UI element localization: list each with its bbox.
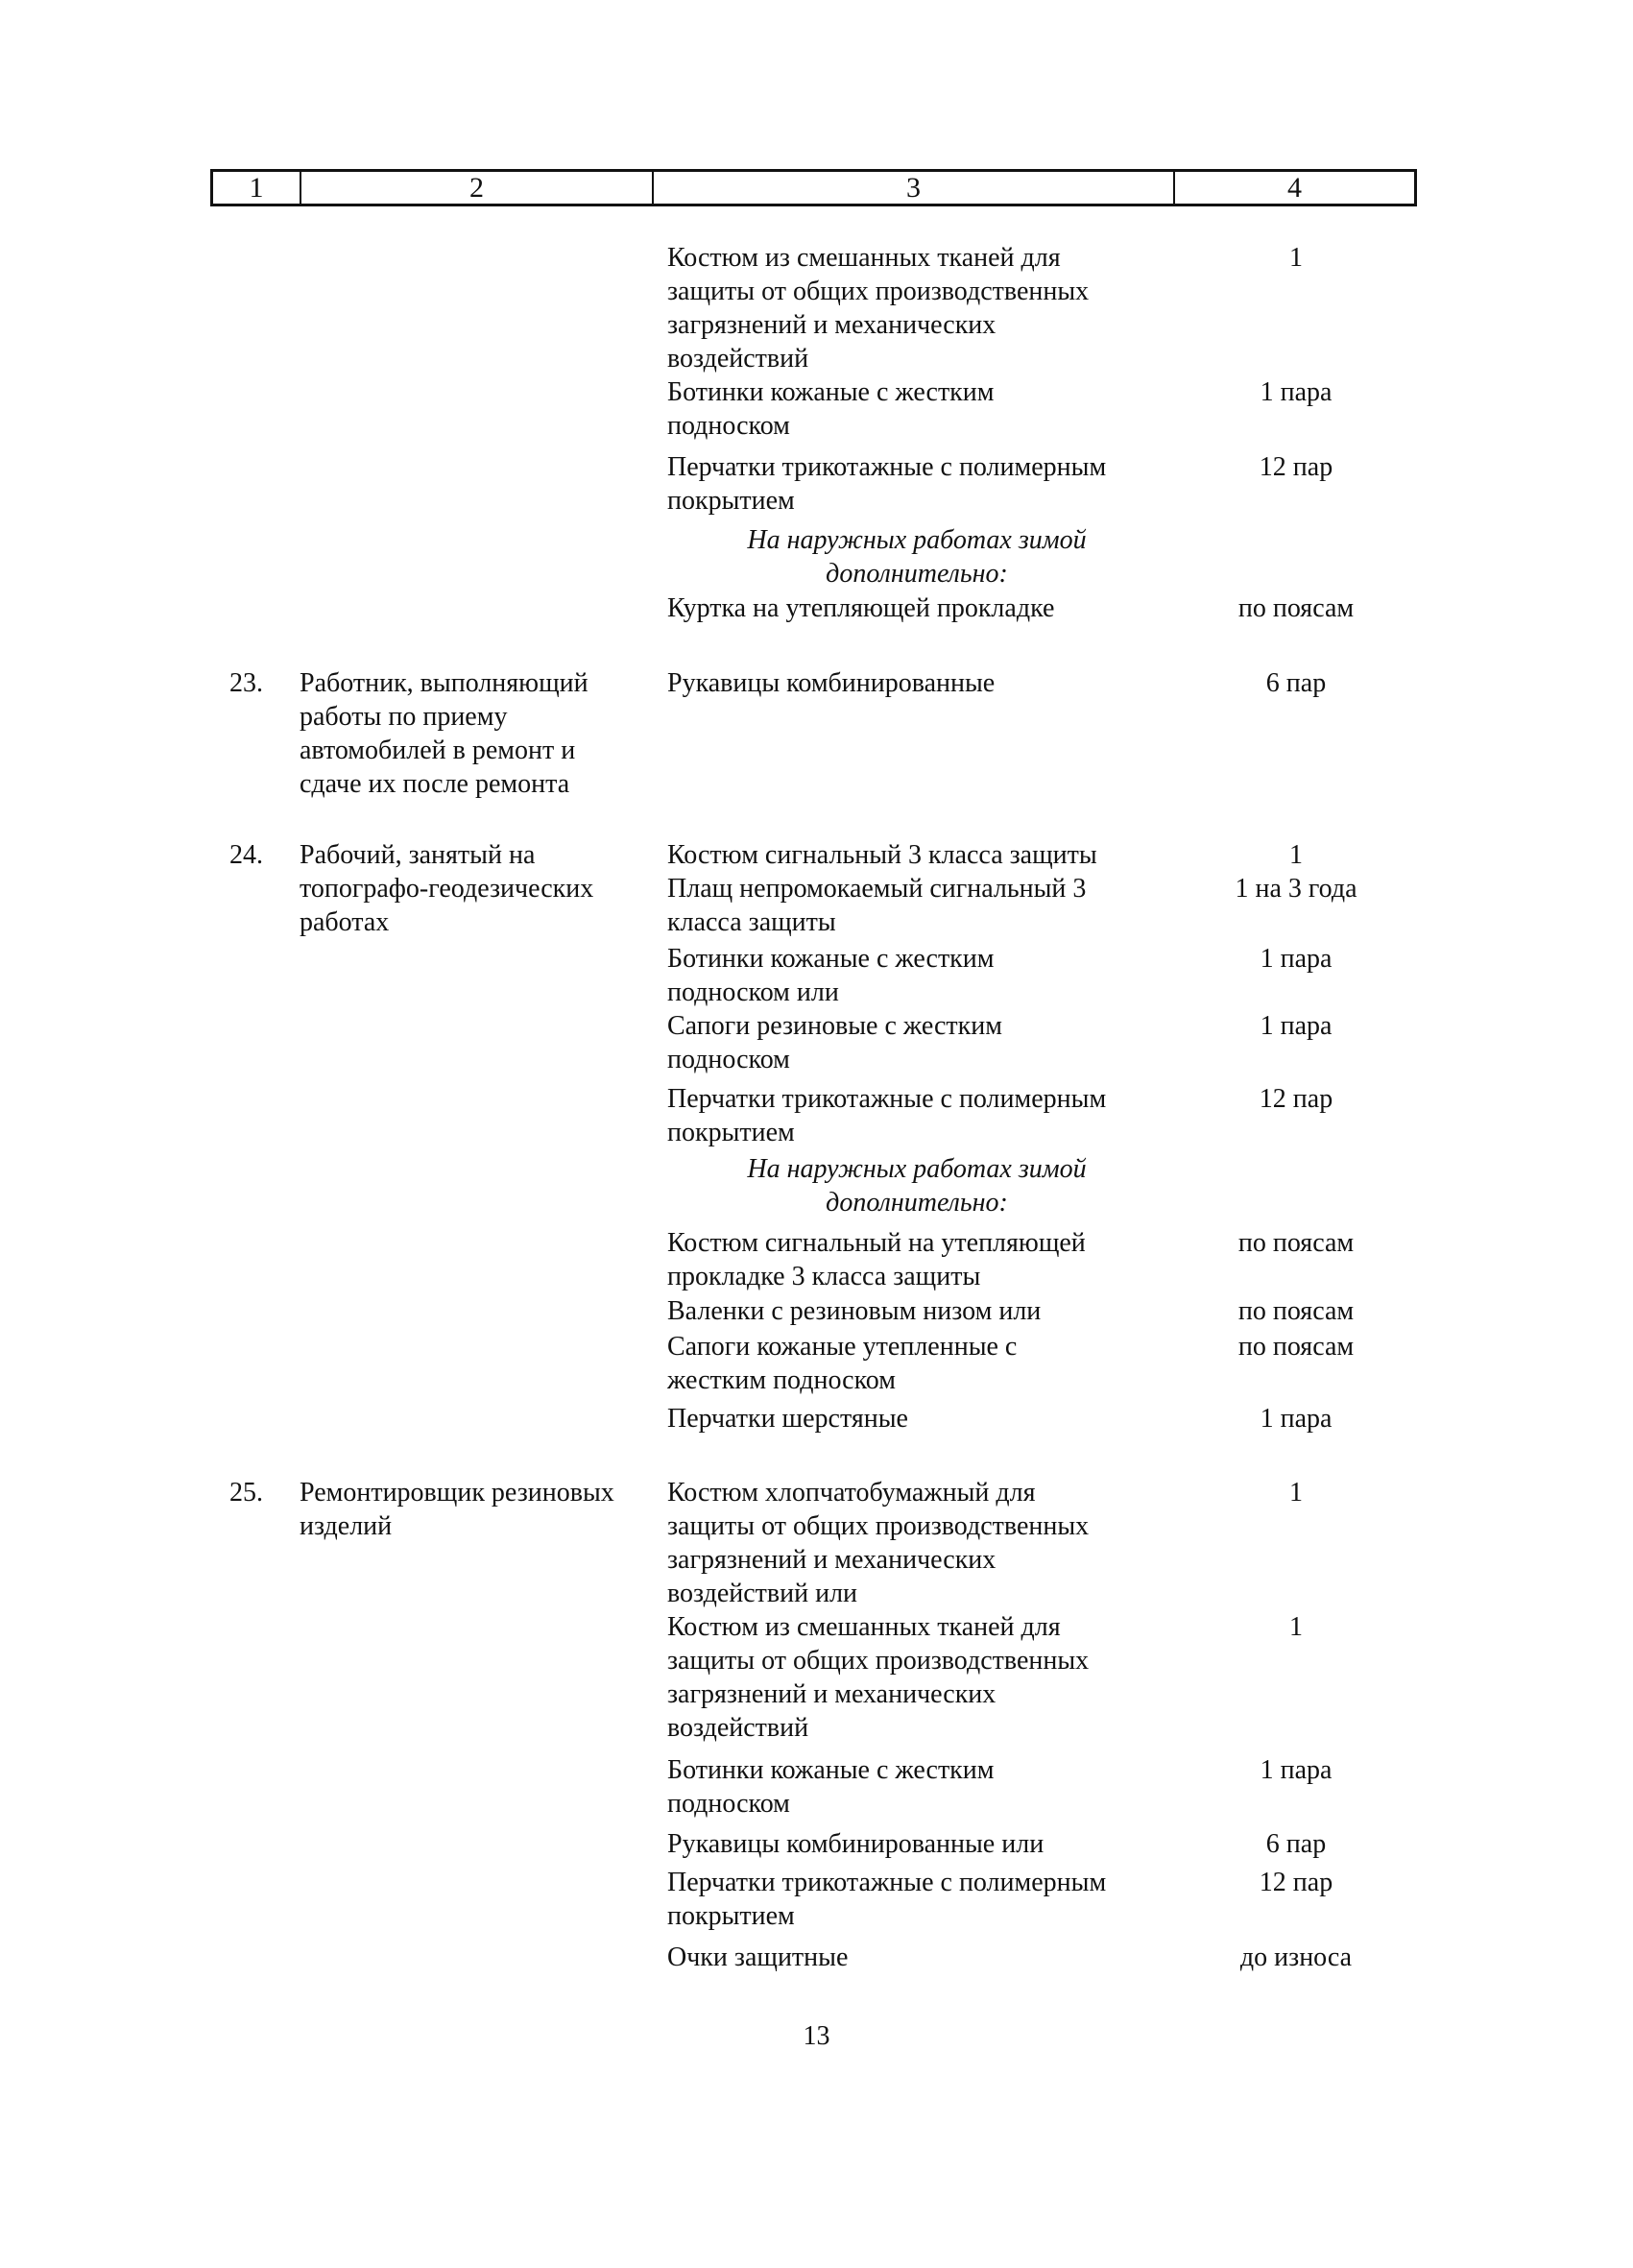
item-line: Костюм из смешанных тканей для [667,1612,1061,1642]
issue-norm: 1 [1289,243,1303,273]
item-line: Ботинки кожаные с жестким [667,944,995,974]
issue-norm: по поясам [1237,593,1355,623]
item-line: воздействий или [667,1579,858,1608]
item-line: Перчатки трикотажные с полимерным [667,1084,1107,1114]
issue-norm: по поясам [1237,1332,1355,1362]
item-line: Сапоги кожаные утепленные с [667,1332,1018,1362]
job-title-line: Работник, выполняющий [300,668,588,698]
issue-norm: по поясам [1237,1296,1355,1326]
item-line: загрязнений и механических [667,1679,997,1709]
item-line: Сапоги резиновые с жестким [667,1011,1002,1041]
item-line: подноском [667,411,790,441]
item-line: загрязнений и механических [667,1545,997,1575]
item-line: жестким подноском [667,1365,896,1395]
job-title-line: топографо-геодезических [300,874,594,904]
issue-norm: 1 пара [1260,1404,1333,1434]
row-number: 24. [229,840,263,870]
item-line: Перчатки трикотажные с полимерным [667,452,1107,482]
issue-norm: 1 [1289,1612,1303,1642]
issue-norm: 6 пар [1265,1829,1327,1859]
column-number-header [210,169,1417,206]
issue-norm: по поясам [1237,1228,1355,1258]
header-col-4: 4 [1287,172,1302,204]
page-number: 13 [803,2021,830,2051]
winter-note: дополнительно: [826,1188,1008,1218]
winter-note: На наружных работах зимой [747,1154,1087,1184]
issue-norm: 12 пар [1259,1868,1333,1897]
item-line: Костюм из смешанных тканей для [667,243,1061,273]
job-title-line: сдаче их после ремонта [300,769,570,799]
item-line: защиты от общих производственных [667,1646,1090,1676]
item-line: Ботинки кожаные с жестким [667,1755,995,1785]
item-line: Куртка на утепляющей прокладке [667,593,1055,623]
issue-norm: 6 пар [1265,668,1327,698]
item-line: покрытием [667,1118,795,1147]
header-col-1: 1 [213,172,301,204]
issue-norm: 1 [1289,1478,1303,1508]
winter-note: дополнительно: [826,559,1008,589]
header-col-2: 2 [301,172,654,204]
item-line: Перчатки шерстяные [667,1404,908,1434]
job-title-line: изделий [300,1511,393,1541]
item-line: загрязнений и механических [667,310,997,340]
item-line: Ботинки кожаные с жестким [667,377,995,407]
item-line: Перчатки трикотажные с полимерным [667,1868,1107,1897]
header-col-3: 3 [654,172,1175,204]
winter-note: На наружных работах зимой [747,525,1087,555]
job-title-line: Ремонтировщик резиновых [300,1478,614,1508]
item-line: подноском [667,1789,790,1819]
item-line: защиты от общих производственных [667,1511,1090,1541]
item-line: покрытием [667,1901,795,1931]
item-line: Валенки с резиновым низом или [667,1296,1042,1326]
issue-norm: 1 [1289,840,1303,870]
issue-norm: 12 пар [1259,452,1333,482]
item-line: подноском [667,1045,790,1074]
job-title-line: Рабочий, занятый на [300,840,536,870]
item-line: Рукавицы комбинированные [667,668,996,698]
item-line: воздействий [667,1713,809,1743]
item-line: воздействий [667,344,809,374]
job-title-line: автомобилей в ремонт и [300,736,576,765]
issue-norm: 1 пара [1260,1011,1333,1041]
item-line: Плащ непромокаемый сигнальный 3 [667,874,1087,904]
item-line: прокладке 3 класса защиты [667,1262,981,1291]
row-number: 25. [229,1478,263,1508]
issue-norm: до износа [1239,1942,1353,1972]
item-line: Очки защитные [667,1942,849,1972]
job-title-line: работы по приему [300,702,508,732]
item-line: Костюм сигнальный 3 класса защиты [667,840,1097,870]
item-line: защиты от общих производственных [667,277,1090,306]
issue-norm: 12 пар [1259,1084,1333,1114]
row-number: 23. [229,668,263,698]
issue-norm: 1 пара [1260,1755,1333,1785]
item-line: подноском или [667,977,839,1007]
item-line: Костюм сигнальный на утепляющей [667,1228,1086,1258]
item-line: Костюм хлопчатобумажный для [667,1478,1036,1508]
item-line: класса защиты [667,907,836,937]
issue-norm: 1 на 3 года [1235,874,1357,904]
item-line: покрытием [667,486,795,516]
issue-norm: 1 пара [1260,377,1333,407]
item-line: Рукавицы комбинированные или [667,1829,1045,1859]
job-title-line: работах [300,907,390,937]
issue-norm: 1 пара [1260,944,1333,974]
